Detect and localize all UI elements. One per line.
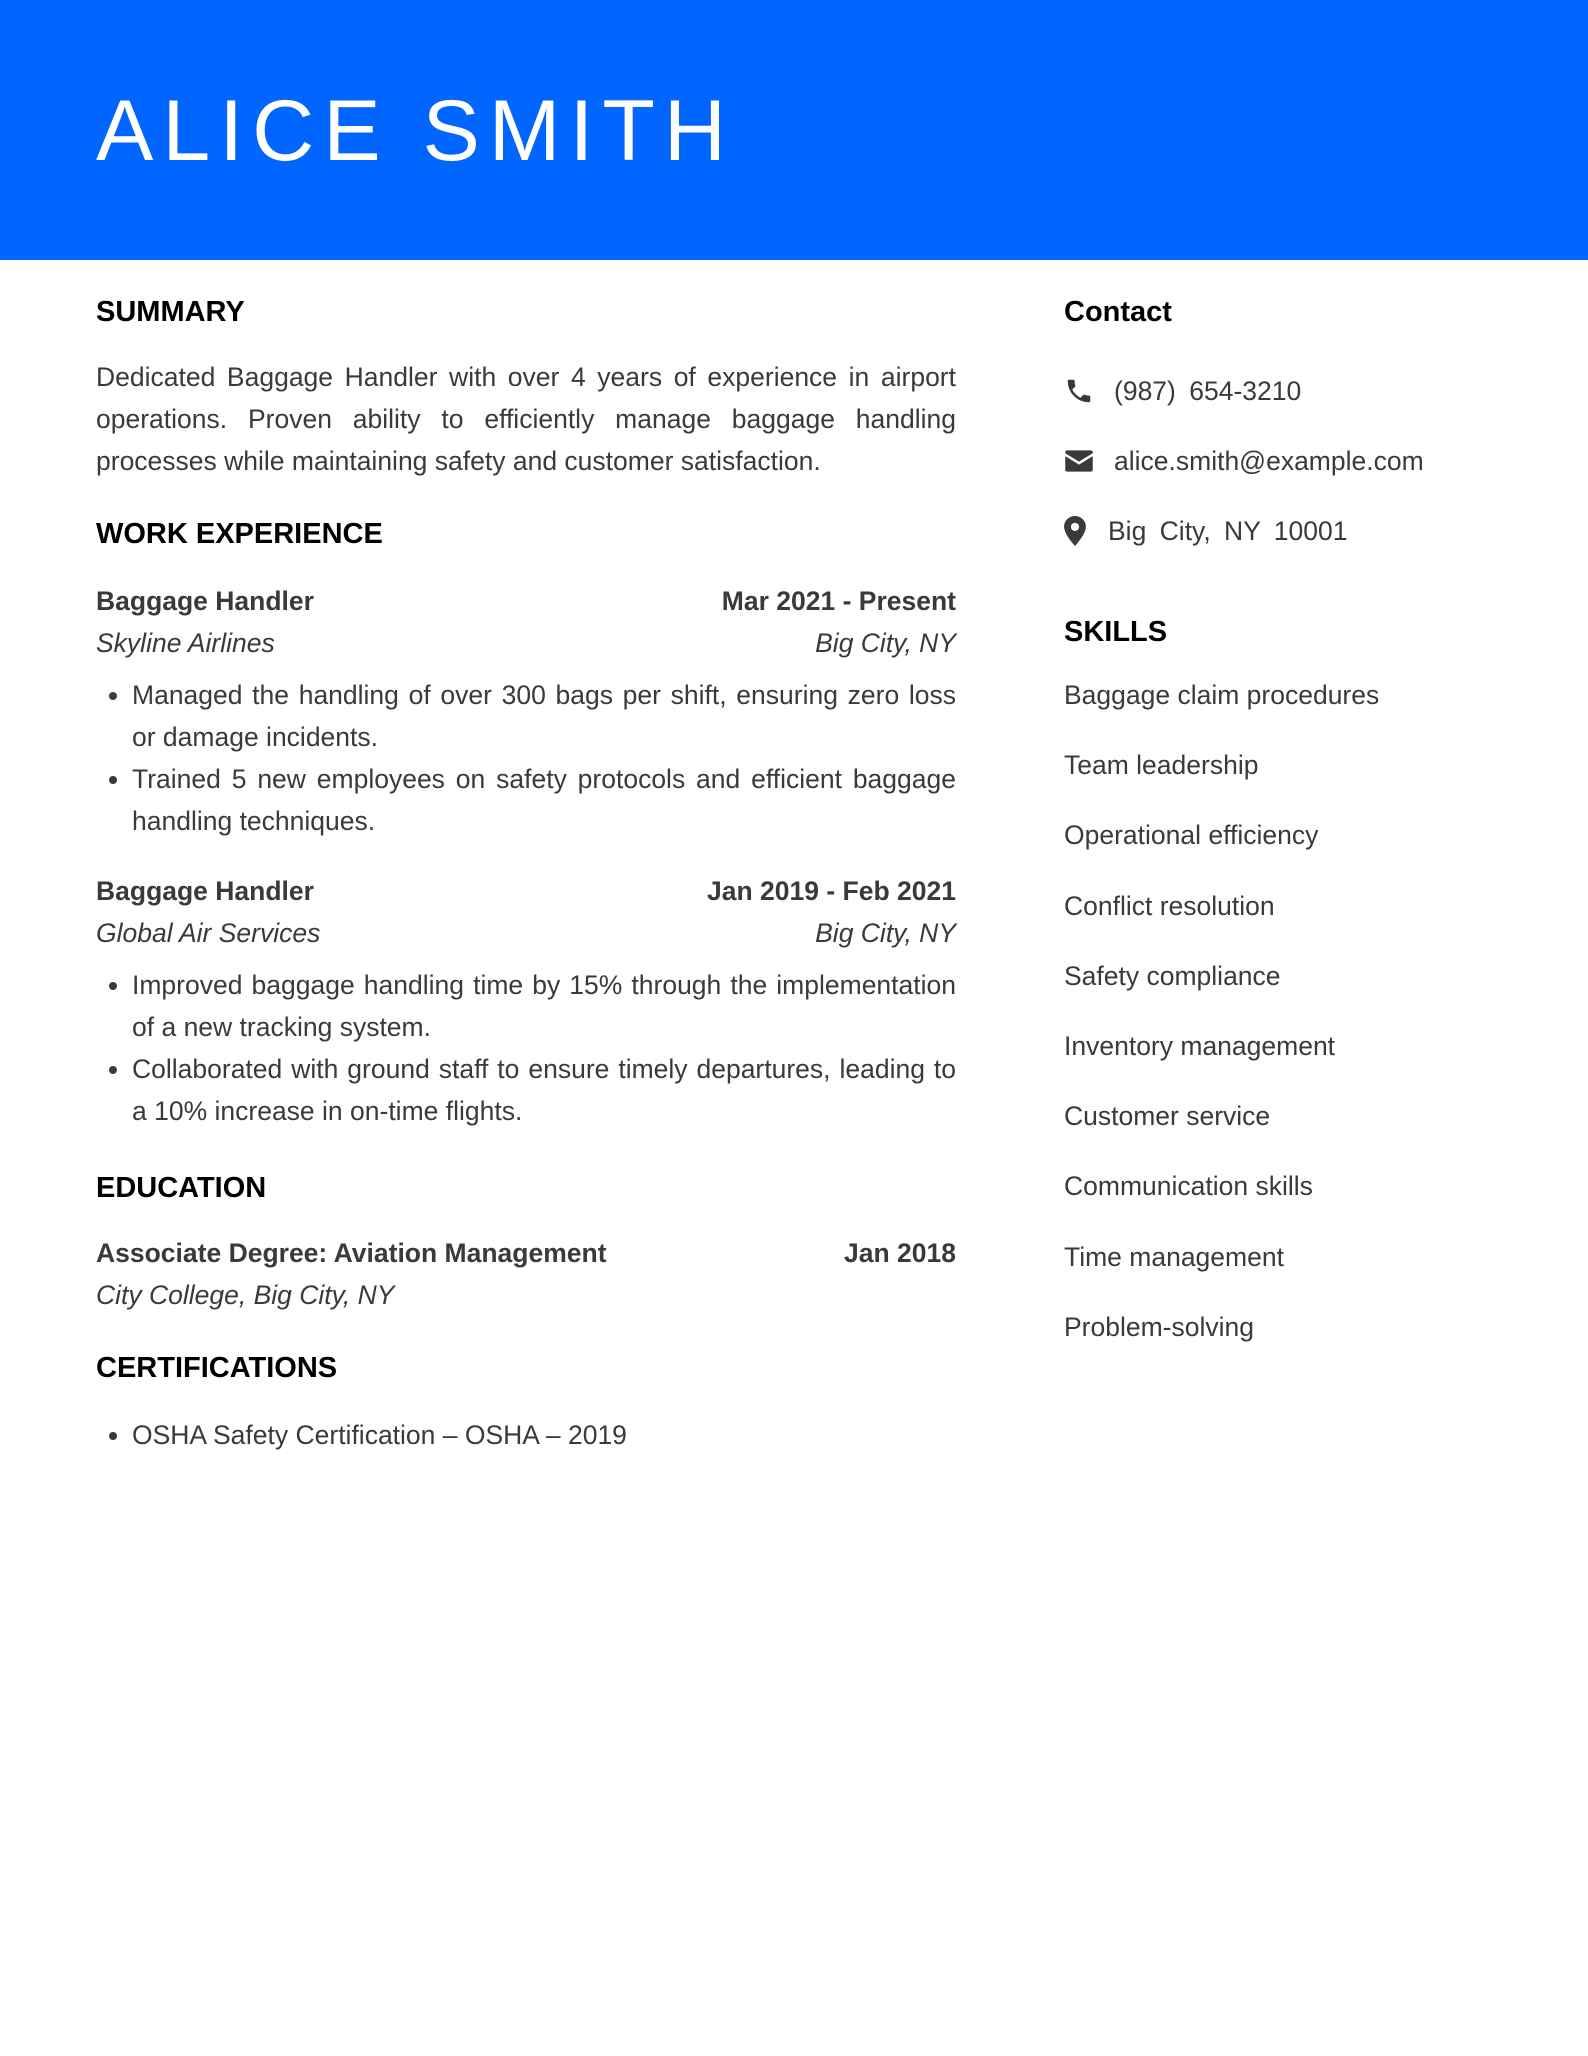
job-entry: [96, 870, 956, 1132]
skill-item: Time management: [1064, 1241, 1284, 1272]
skill-item: Operational efficiency: [1064, 820, 1319, 851]
envelope-icon: [1064, 443, 1100, 479]
job-subheader-row: [96, 622, 956, 664]
skills-list: [1064, 660, 1524, 1362]
certifications-section: [96, 1346, 956, 1456]
job-company: Global Air Services: [96, 918, 321, 948]
education-header-row: [96, 1232, 956, 1274]
map-marker-icon: [1064, 513, 1094, 549]
job-role: Baggage Handler: [96, 586, 314, 616]
certification-item: • OSHA Safety Certification – OSHA – 2019: [132, 1414, 956, 1456]
skill-item: Safety compliance: [1064, 960, 1281, 991]
education-school-row: [96, 1274, 956, 1316]
job-dates: Mar 2021 - Present: [721, 586, 956, 616]
certifications-title: CERTIFICATIONS: [96, 1352, 338, 1384]
header-banner: [0, 0, 1588, 260]
education-school: City College, Big City, NY: [96, 1280, 395, 1310]
skill-item: Baggage claim procedures: [1064, 680, 1380, 711]
contact-list: [1064, 356, 1524, 566]
job-header-row: [96, 870, 956, 912]
skill-item: Team leadership: [1064, 750, 1259, 781]
job-subheader-row: [96, 912, 956, 954]
work-experience-title: WORK EXPERIENCE: [96, 518, 383, 550]
job-bullets: [96, 674, 956, 842]
education-date: Jan 2018: [844, 1238, 956, 1268]
contact-address: [1064, 496, 1524, 566]
candidate-name: ALICE SMITH: [96, 83, 735, 179]
summary-text: Dedicated Baggage Handler with over 4 years of experience in airport operations. Proven ability to efficiently manage baggage handling processes while maintaining safety and customer satisfaction.: [96, 362, 956, 476]
main-column: [96, 290, 956, 1456]
skill-item: Customer service: [1064, 1101, 1271, 1132]
education-title: EDUCATION: [96, 1172, 267, 1204]
sidebar-column: [1064, 290, 1524, 1362]
job-location: Big City, NY: [815, 628, 956, 658]
job-bullet: • Managed the handling of over 300 bags per shift, ensuring zero loss or damage incidents.: [132, 674, 956, 758]
skills-title: SKILLS: [1064, 616, 1168, 648]
job-dates: Jan 2019 - Feb 2021: [707, 876, 956, 906]
job-location: Big City, NY: [815, 918, 956, 948]
job-bullets: [96, 964, 956, 1132]
contact-title: Contact: [1064, 296, 1172, 328]
job-entry: [96, 580, 956, 842]
contact-address-text: Big City, NY 10001: [1108, 516, 1348, 546]
summary-title: SUMMARY: [96, 296, 245, 328]
skill-item: Communication skills: [1064, 1171, 1313, 1202]
work-experience-section: [96, 512, 956, 1132]
contact-email-text: alice.smith@example.com: [1114, 446, 1424, 476]
summary-section: [96, 290, 956, 482]
phone-icon: [1064, 373, 1100, 409]
job-header-row: [96, 580, 956, 622]
skill-item: Inventory management: [1064, 1031, 1336, 1062]
job-bullet: • Improved baggage handling time by 15% through the implementation of a new tracking system.: [132, 964, 956, 1048]
job-bullet: • Trained 5 new employees on safety protocols and efficient baggage handling techniques.: [132, 758, 956, 842]
job-bullet: • Collaborated with ground staff to ensure timely departures, leading to a 10% increase in on-time flights.: [132, 1048, 956, 1132]
education-section: [96, 1166, 956, 1316]
education-degree: Associate Degree: Aviation Management: [96, 1238, 607, 1268]
skill-item: Conflict resolution: [1064, 890, 1275, 921]
contact-email: [1064, 426, 1524, 496]
job-company: Skyline Airlines: [96, 628, 275, 658]
certifications-list: [96, 1414, 956, 1456]
contact-phone-text: (987) 654-3210: [1114, 376, 1302, 406]
contact-phone: [1064, 356, 1524, 426]
skill-item: Problem-solving: [1064, 1311, 1254, 1342]
job-role: Baggage Handler: [96, 876, 314, 906]
